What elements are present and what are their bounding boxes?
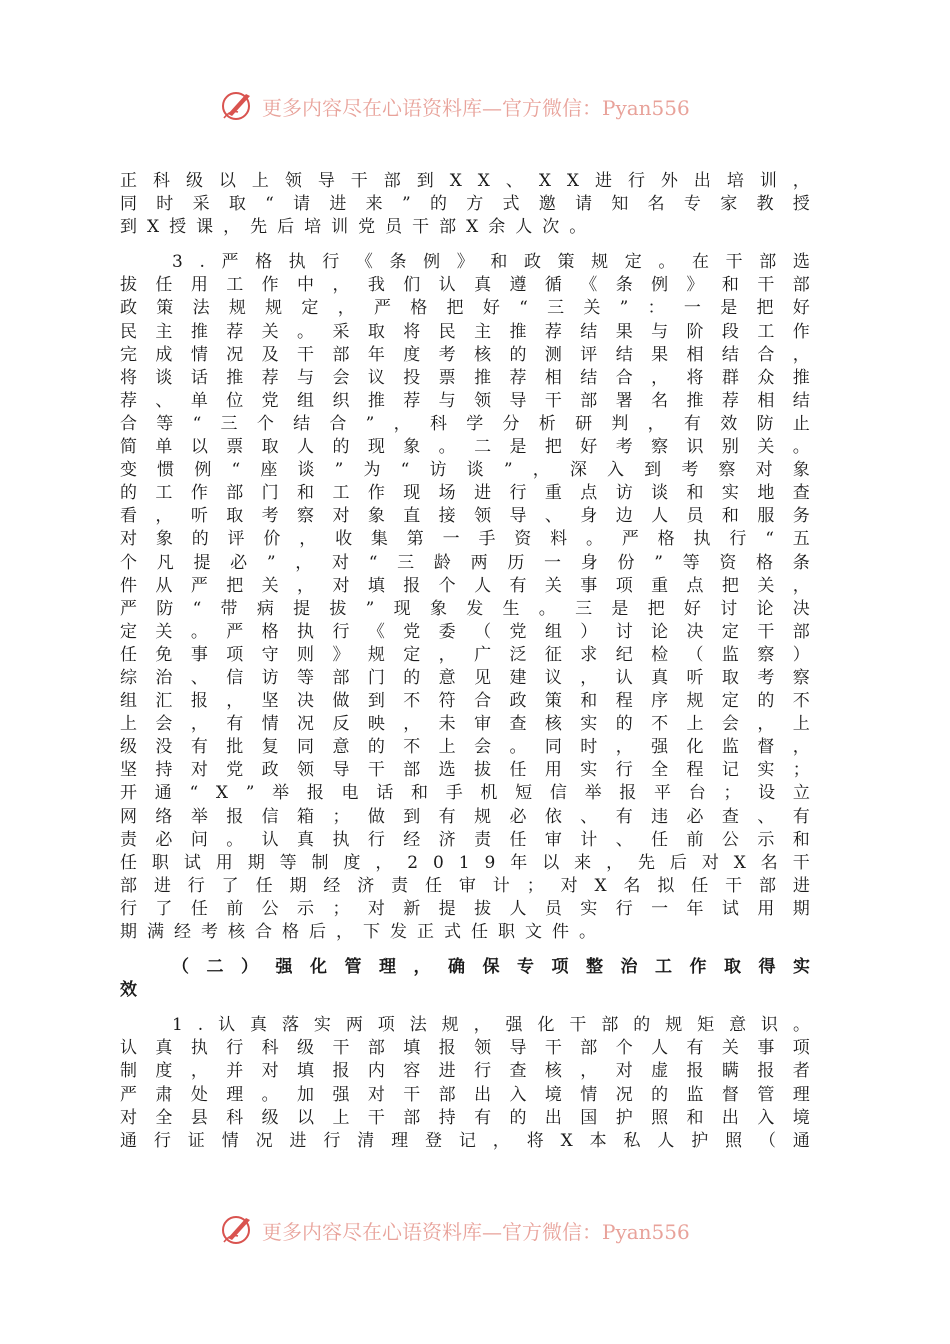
watermark-text: 更多内容尽在心语资料库—官方微信：Pyan556 [262, 1220, 690, 1244]
text-line: 期满经考核合格后，下发正式任职文件。 [120, 922, 606, 942]
text-line: 看 ， 听 取 考 察 对 象 直 接 领 导 、 身 边 人 员 和 服 务 [120, 506, 810, 527]
text-line: 拔 任 用 工 作 中 ， 我 们 认 真 遵 循 《 条 例 》 和 干 部 [120, 275, 810, 296]
watermark-banner-bottom [0, 1210, 950, 1250]
text-line: 通 行 证 情 况 进 行 清 理 登 记 ， 将 X 本 私 人 护 照 （ 通 [120, 1130, 810, 1151]
text-line: 开 通 “ X ” 举 报 电 话 和 手 机 短 信 举 报 平 台 ； 设 立 [120, 783, 810, 804]
text-line: 严 肃 处 理 。 加 强 对 干 部 出 入 境 情 况 的 监 督 管 理 [120, 1084, 810, 1105]
text-line: 同 时 采 取 “ 请 进 来 ” 的 方 式 邀 请 知 名 专 家 教 授 [120, 194, 810, 215]
text-line: 的 工 作 部 门 和 工 作 现 场 进 行 重 点 访 谈 和 实 地 查 [120, 483, 810, 504]
text-line: 级 没 有 批 复 同 意 的 不 上 会 。 同 时 ， 强 化 监 督 ， [120, 737, 810, 758]
text-line: 制 度 ， 并 对 填 报 内 容 进 行 查 核 ， 对 虚 报 瞒 报 者 [120, 1061, 810, 1082]
text-line: 组 汇 报 ， 坚 决 做 到 不 符 合 政 策 和 程 序 规 定 的 不 [120, 691, 810, 712]
subsection-heading-line: 效 [120, 980, 147, 1001]
pen-logo-icon [220, 88, 256, 122]
text-line: 个 凡 提 必 ” ， 对 “ 三 龄 两 历 一 身 份 ” 等 资 格 条 [120, 552, 810, 573]
text-line: 对 全 县 科 级 以 上 干 部 持 有 的 出 国 护 照 和 出 入 境 [120, 1107, 810, 1128]
watermark-banner-top [0, 86, 950, 126]
section-heading-line: 3 . 严 格 执 行 《 条 例 》 和 政 策 规 定 。 在 干 部 选 [172, 252, 810, 273]
text-line: 变 惯 例 “ 座 谈 ” 为 “ 访 谈 ” ， 深 入 到 考 察 对 象 [120, 460, 810, 481]
subsection-heading-line: （ 二 ） 强 化 管 理 ， 确 保 专 项 整 治 工 作 取 得 实 [172, 957, 810, 978]
text-line: 坚 持 对 党 政 领 导 干 部 选 拔 任 用 实 行 全 程 记 实 ； [120, 760, 810, 781]
watermark-text: 更多内容尽在心语资料库—官方微信：Pyan556 [262, 96, 690, 120]
text-line: 责 必 问 。 认 真 执 行 经 济 责 任 审 计 、 任 前 公 示 和 [120, 829, 810, 850]
text-line: 合 等 “ 三 个 结 合 ” ， 科 学 分 析 研 判 ， 有 效 防 止 [120, 413, 810, 434]
text-line: 民 主 推 荐 关 。 采 取 将 民 主 推 荐 结 果 与 阶 段 工 作 [120, 321, 810, 342]
text-line: 政 策 法 规 规 定 ， 严 格 把 好 “ 三 关 ” ： 一 是 把 好 [120, 298, 810, 319]
text-line: 上 会 ， 有 情 况 反 映 ， 未 审 查 核 实 的 不 上 会 ， 上 [120, 714, 810, 735]
text-line: 定 关 。 严 格 执 行 《 党 委 （ 党 组 ） 讨 论 决 定 干 部 [120, 621, 810, 642]
document-body [120, 170, 810, 1153]
section-heading-line: 1 . 认 真 落 实 两 项 法 规 ， 强 化 干 部 的 规 矩 意 识 。 [172, 1015, 810, 1036]
text-line: 正 科 级 以 上 领 导 干 部 到 X X 、 X X 进 行 外 出 培 训 ， [120, 171, 810, 191]
text-line: 到X授课，先后培训党员干部X余人次。 [120, 217, 597, 238]
text-line: 任 职 试 用 期 等 制 度 ， 2 0 1 9 年 以 来 ， 先 后 对 X 名 干 [120, 852, 810, 873]
pen-logo-icon [220, 1212, 256, 1246]
text-line: 荐 、 单 位 党 组 织 推 荐 与 领 导 干 部 署 名 推 荐 相 结 [120, 390, 810, 411]
text-line: 网 络 举 报 信 箱 ； 做 到 有 规 必 依 、 有 违 必 查 、 有 [120, 806, 810, 827]
text-line: 认 真 执 行 科 级 干 部 填 报 领 导 干 部 个 人 有 关 事 项 [120, 1038, 810, 1059]
text-line: 将 谈 话 推 荐 与 会 议 投 票 推 荐 相 结 合 ， 将 群 众 推 [120, 367, 810, 388]
text-line: 完 成 情 况 及 干 部 年 度 考 核 的 测 评 结 果 相 结 合 ， [120, 344, 810, 365]
text-line: 综 治 、 信 访 等 部 门 的 意 见 建 议 ， 认 真 听 取 考 察 [120, 667, 810, 688]
text-line: 行 了 任 前 公 示 ； 对 新 提 拔 人 员 实 行 一 年 试 用 期 [120, 898, 810, 919]
text-line: 部 进 行 了 任 期 经 济 责 任 审 计 ； 对 X 名 拟 任 干 部 进 [120, 875, 810, 896]
text-line: 简 单 以 票 取 人 的 现 象 。 二 是 把 好 考 察 识 别 关 。 [120, 437, 810, 458]
text-line: 严 防 “ 带 病 提 拔 ” 现 象 发 生 。 三 是 把 好 讨 论 决 [120, 598, 810, 619]
text-line: 任 免 事 项 守 则 》 规 定 ， 广 泛 征 求 纪 检 （ 监 察 ） [120, 644, 810, 665]
text-line: 对 象 的 评 价 ， 收 集 第 一 手 资 料 。 严 格 执 行 “ 五 [120, 529, 810, 550]
text-line: 件 从 严 把 关 ， 对 填 报 个 人 有 关 事 项 重 点 把 关 ， [120, 575, 810, 596]
